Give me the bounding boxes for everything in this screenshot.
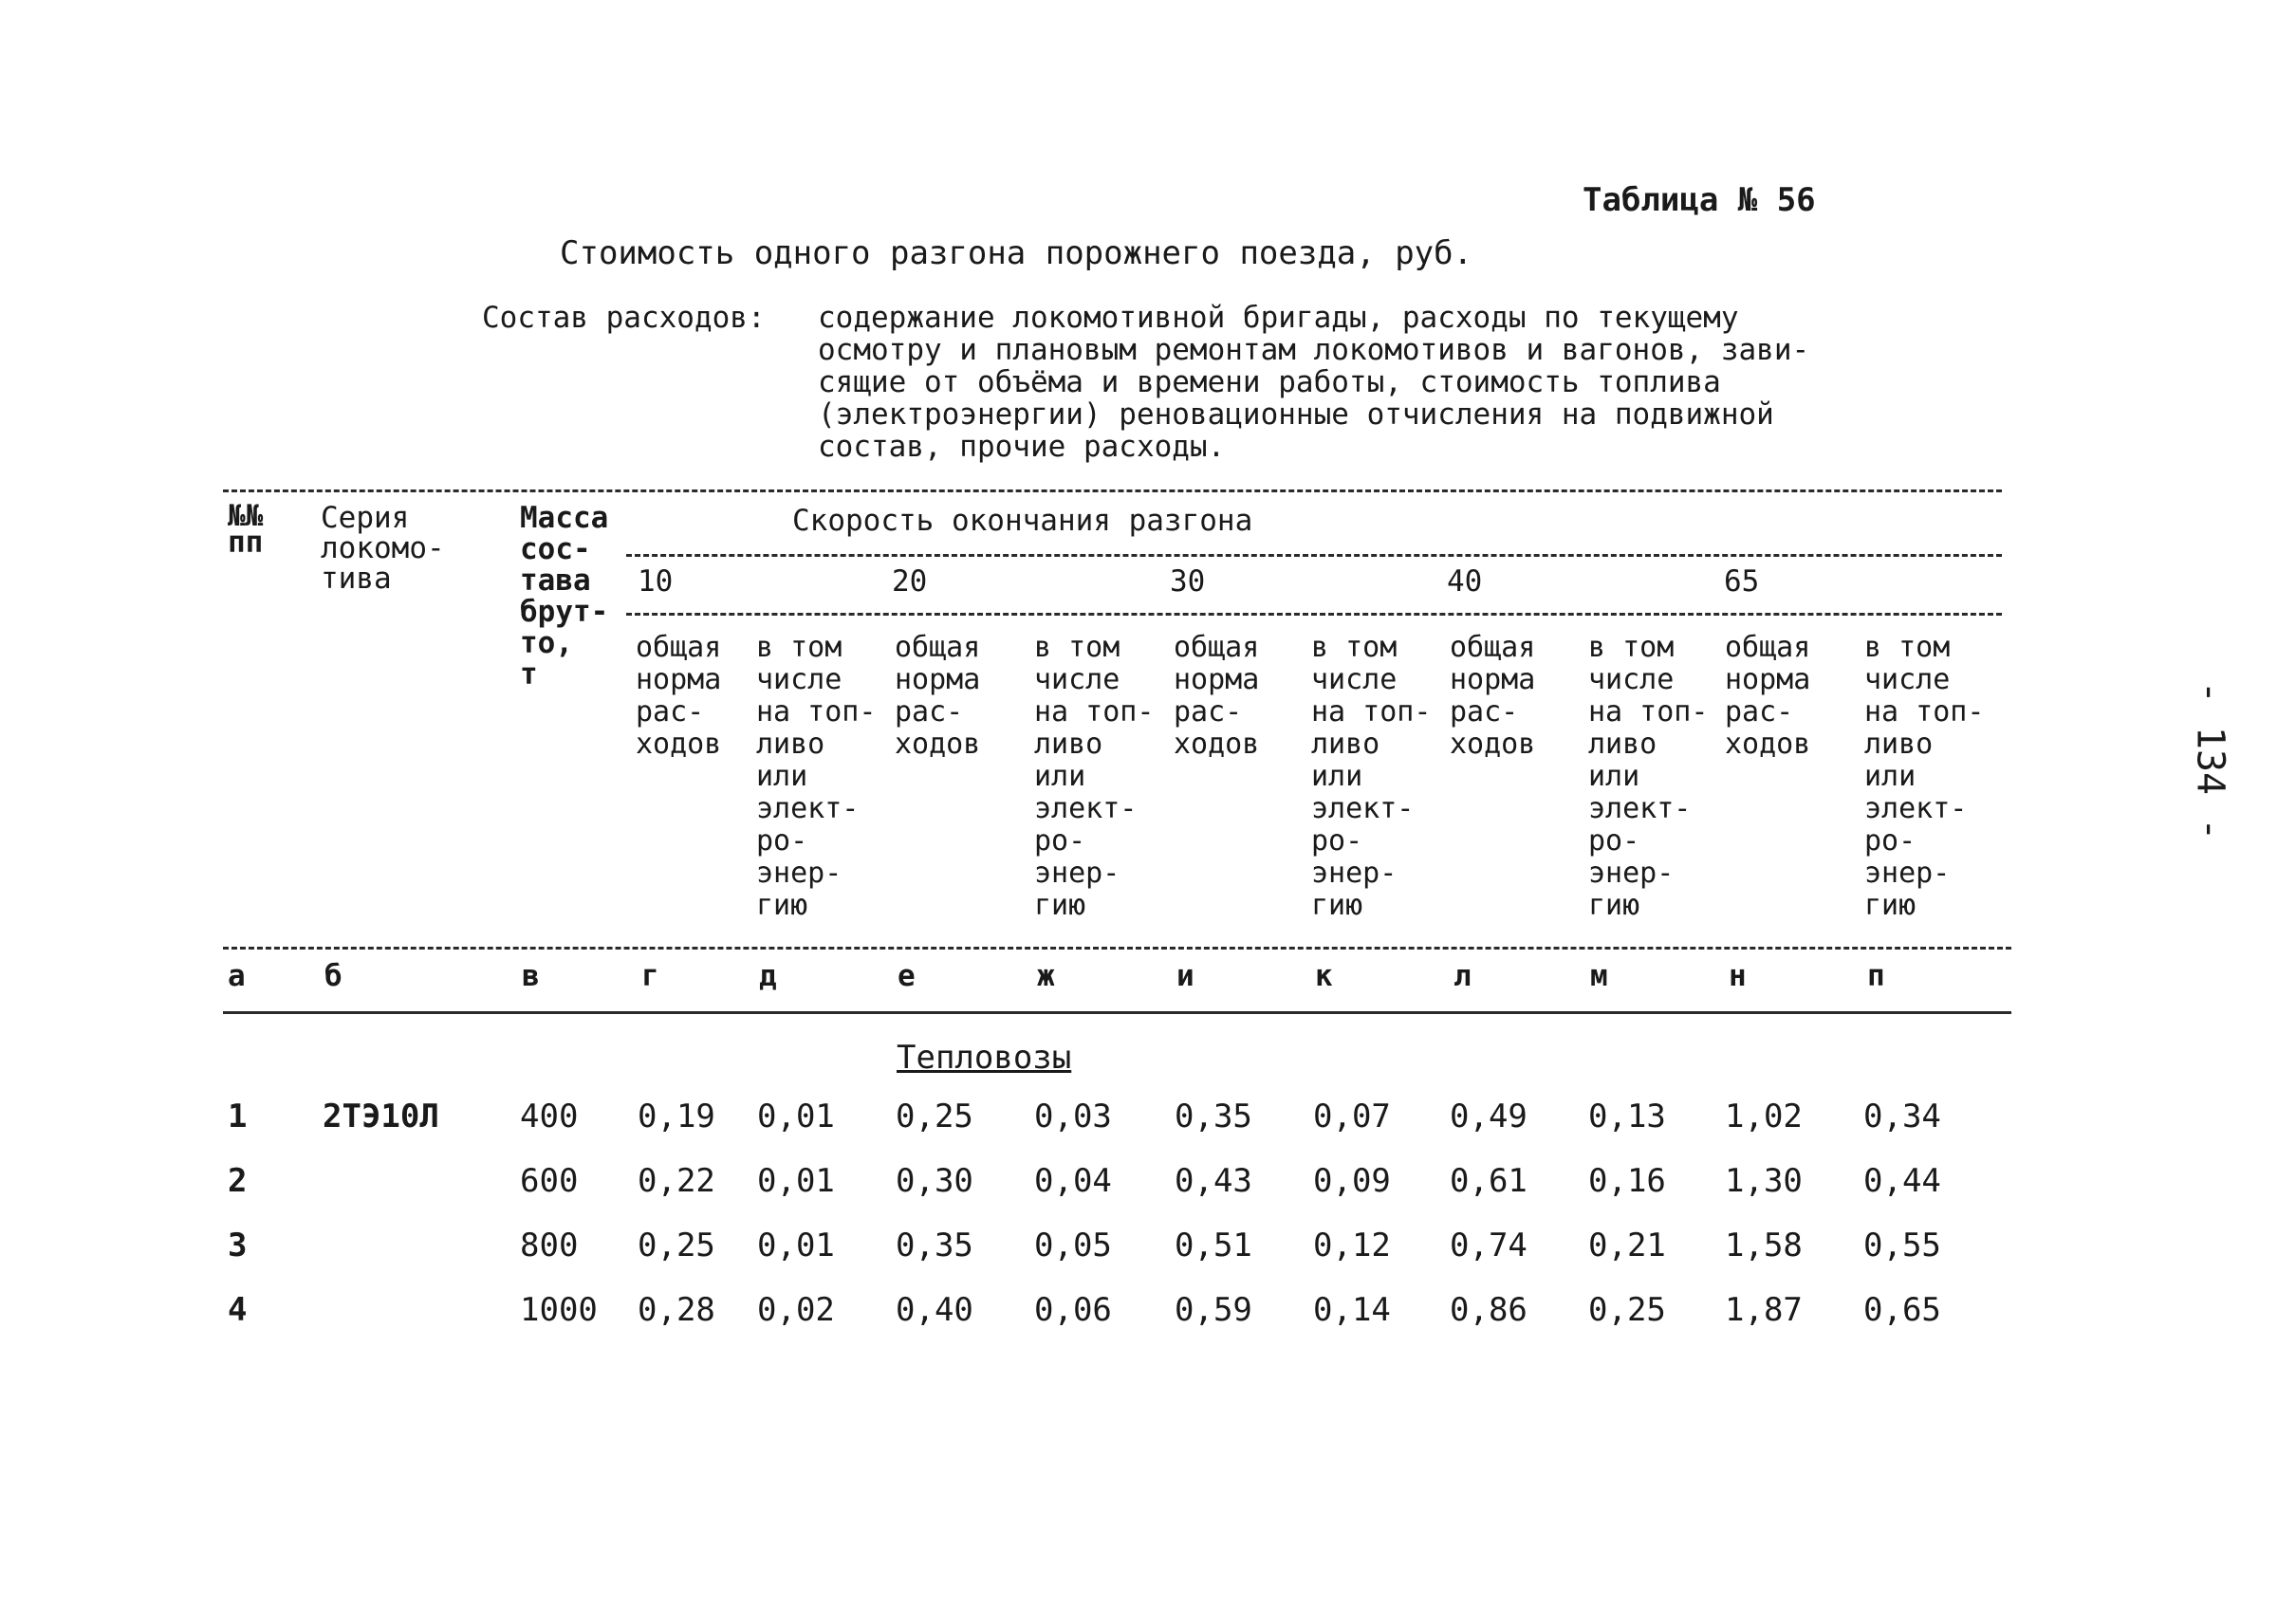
speed-value: 20 [892, 564, 928, 599]
row-value: 0,03 [1034, 1098, 1112, 1135]
section-title: Тепловозы [897, 1039, 1072, 1077]
composition-line: осмотру и плановым ремонтам локомотивов и вагонов, зави- [818, 333, 1810, 367]
header-speed: Скорость окончания разгона [792, 504, 1253, 538]
subheader-fuel: в том числе на топ- ливо или элект- ро- энер- гию [756, 631, 877, 922]
page-number: - 134 - [2188, 680, 2232, 841]
column-letter: л [1454, 959, 1472, 993]
subheader-fuel: в том числе на топ- ливо или элект- ро- энер- гию [1311, 631, 1432, 922]
column-letter: а [228, 959, 246, 993]
column-letter: м [1590, 959, 1608, 993]
row-value: 0,22 [638, 1162, 715, 1200]
row-series: 2ТЭ10Л [323, 1098, 439, 1135]
row-value: 0,13 [1588, 1098, 1666, 1135]
row-value: 0,19 [638, 1098, 715, 1135]
row-number: 3 [228, 1227, 248, 1264]
row-value: 0,04 [1034, 1162, 1112, 1200]
column-letter: г [641, 959, 659, 993]
composition-line: сящие от объёма и времени работы, стоимость топлива [818, 365, 1721, 399]
column-letter: п [1867, 959, 1885, 993]
row-value: 0,07 [1313, 1098, 1391, 1135]
subheader-total: общая норма рас- ходов [1450, 631, 1536, 761]
column-letter: б [324, 959, 343, 993]
row-value: 0,25 [638, 1227, 715, 1264]
row-value: 0,49 [1450, 1098, 1528, 1135]
composition-line: (электроэнергии) реновационные отчисления на подвижной [818, 397, 1774, 432]
speed-rule [626, 554, 2002, 557]
header-bottom-rule [223, 947, 2011, 950]
row-value: 0,21 [1588, 1227, 1666, 1264]
subheader-fuel: в том числе на топ- ливо или элект- ро- энер- гию [1034, 631, 1155, 922]
row-value: 0,14 [1313, 1291, 1391, 1329]
row-value: 0,25 [896, 1098, 973, 1135]
row-number: 4 [228, 1291, 248, 1329]
subheader-fuel: в том числе на топ- ливо или элект- ро- энер- гию [1864, 631, 1985, 922]
row-value: 0,09 [1313, 1162, 1391, 1200]
row-value: 0,44 [1863, 1162, 1941, 1200]
row-value: 1,87 [1725, 1291, 1803, 1329]
row-value: 0,25 [1588, 1291, 1666, 1329]
row-value: 0,55 [1863, 1227, 1941, 1264]
subheader-total: общая норма рас- ходов [895, 631, 981, 761]
subheader-rule [626, 613, 2002, 616]
speed-value: 10 [638, 564, 674, 599]
row-value: 0,35 [896, 1227, 973, 1264]
row-value: 0,34 [1863, 1098, 1941, 1135]
column-letter: д [759, 959, 777, 993]
row-number: 2 [228, 1162, 248, 1200]
table-top-rule [223, 489, 2002, 492]
row-value: 0,40 [896, 1291, 973, 1329]
column-letter: ж [1037, 959, 1055, 993]
row-value: 0,65 [1863, 1291, 1941, 1329]
column-letter: к [1315, 959, 1333, 993]
header-mass: Масса сос- тава брут- то, т [520, 501, 609, 692]
subheader-total: общая норма рас- ходов [1725, 631, 1811, 761]
column-letter: и [1176, 959, 1194, 993]
row-value: 0,59 [1175, 1291, 1252, 1329]
table-title: Стоимость одного разгона порожнего поезда, руб. [560, 234, 1473, 272]
speed-value: 65 [1724, 564, 1760, 599]
column-letter: н [1729, 959, 1747, 993]
row-value: 0,51 [1175, 1227, 1252, 1264]
row-mass: 600 [520, 1162, 579, 1200]
row-value: 1,30 [1725, 1162, 1803, 1200]
speed-value: 40 [1447, 564, 1483, 599]
row-value: 0,35 [1175, 1098, 1252, 1135]
row-value: 0,61 [1450, 1162, 1528, 1200]
row-value: 0,28 [638, 1291, 715, 1329]
subheader-total: общая норма рас- ходов [1174, 631, 1260, 761]
header-number: №№ пп [228, 499, 264, 560]
row-value: 0,12 [1313, 1227, 1391, 1264]
composition-line: состав, прочие расходы. [818, 430, 1226, 464]
composition-label: Состав расходов: [482, 301, 766, 335]
row-mass: 400 [520, 1098, 579, 1135]
row-value: 0,01 [757, 1227, 835, 1264]
speed-value: 30 [1170, 564, 1206, 599]
composition-line: содержание локомотивной бригады, расходы по текущему [818, 301, 1739, 335]
letters-bottom-rule [223, 1011, 2011, 1014]
row-value: 0,16 [1588, 1162, 1666, 1200]
subheader-fuel: в том числе на топ- ливо или элект- ро- энер- гию [1588, 631, 1709, 922]
column-letter: е [898, 959, 916, 993]
column-letter: в [522, 959, 540, 993]
row-value: 0,86 [1450, 1291, 1528, 1329]
row-value: 0,43 [1175, 1162, 1252, 1200]
row-value: 0,74 [1450, 1227, 1528, 1264]
row-mass: 800 [520, 1227, 579, 1264]
row-value: 1,58 [1725, 1227, 1803, 1264]
table-number: Таблица № 56 [1583, 181, 1816, 219]
subheader-total: общая норма рас- ходов [636, 631, 722, 761]
row-mass: 1000 [520, 1291, 598, 1329]
header-series: Серия локомо- тива [321, 501, 445, 596]
row-value: 0,30 [896, 1162, 973, 1200]
row-value: 0,02 [757, 1291, 835, 1329]
row-value: 0,01 [757, 1162, 835, 1200]
row-value: 0,01 [757, 1098, 835, 1135]
row-value: 0,06 [1034, 1291, 1112, 1329]
row-value: 0,05 [1034, 1227, 1112, 1264]
row-value: 1,02 [1725, 1098, 1803, 1135]
row-number: 1 [228, 1098, 248, 1135]
